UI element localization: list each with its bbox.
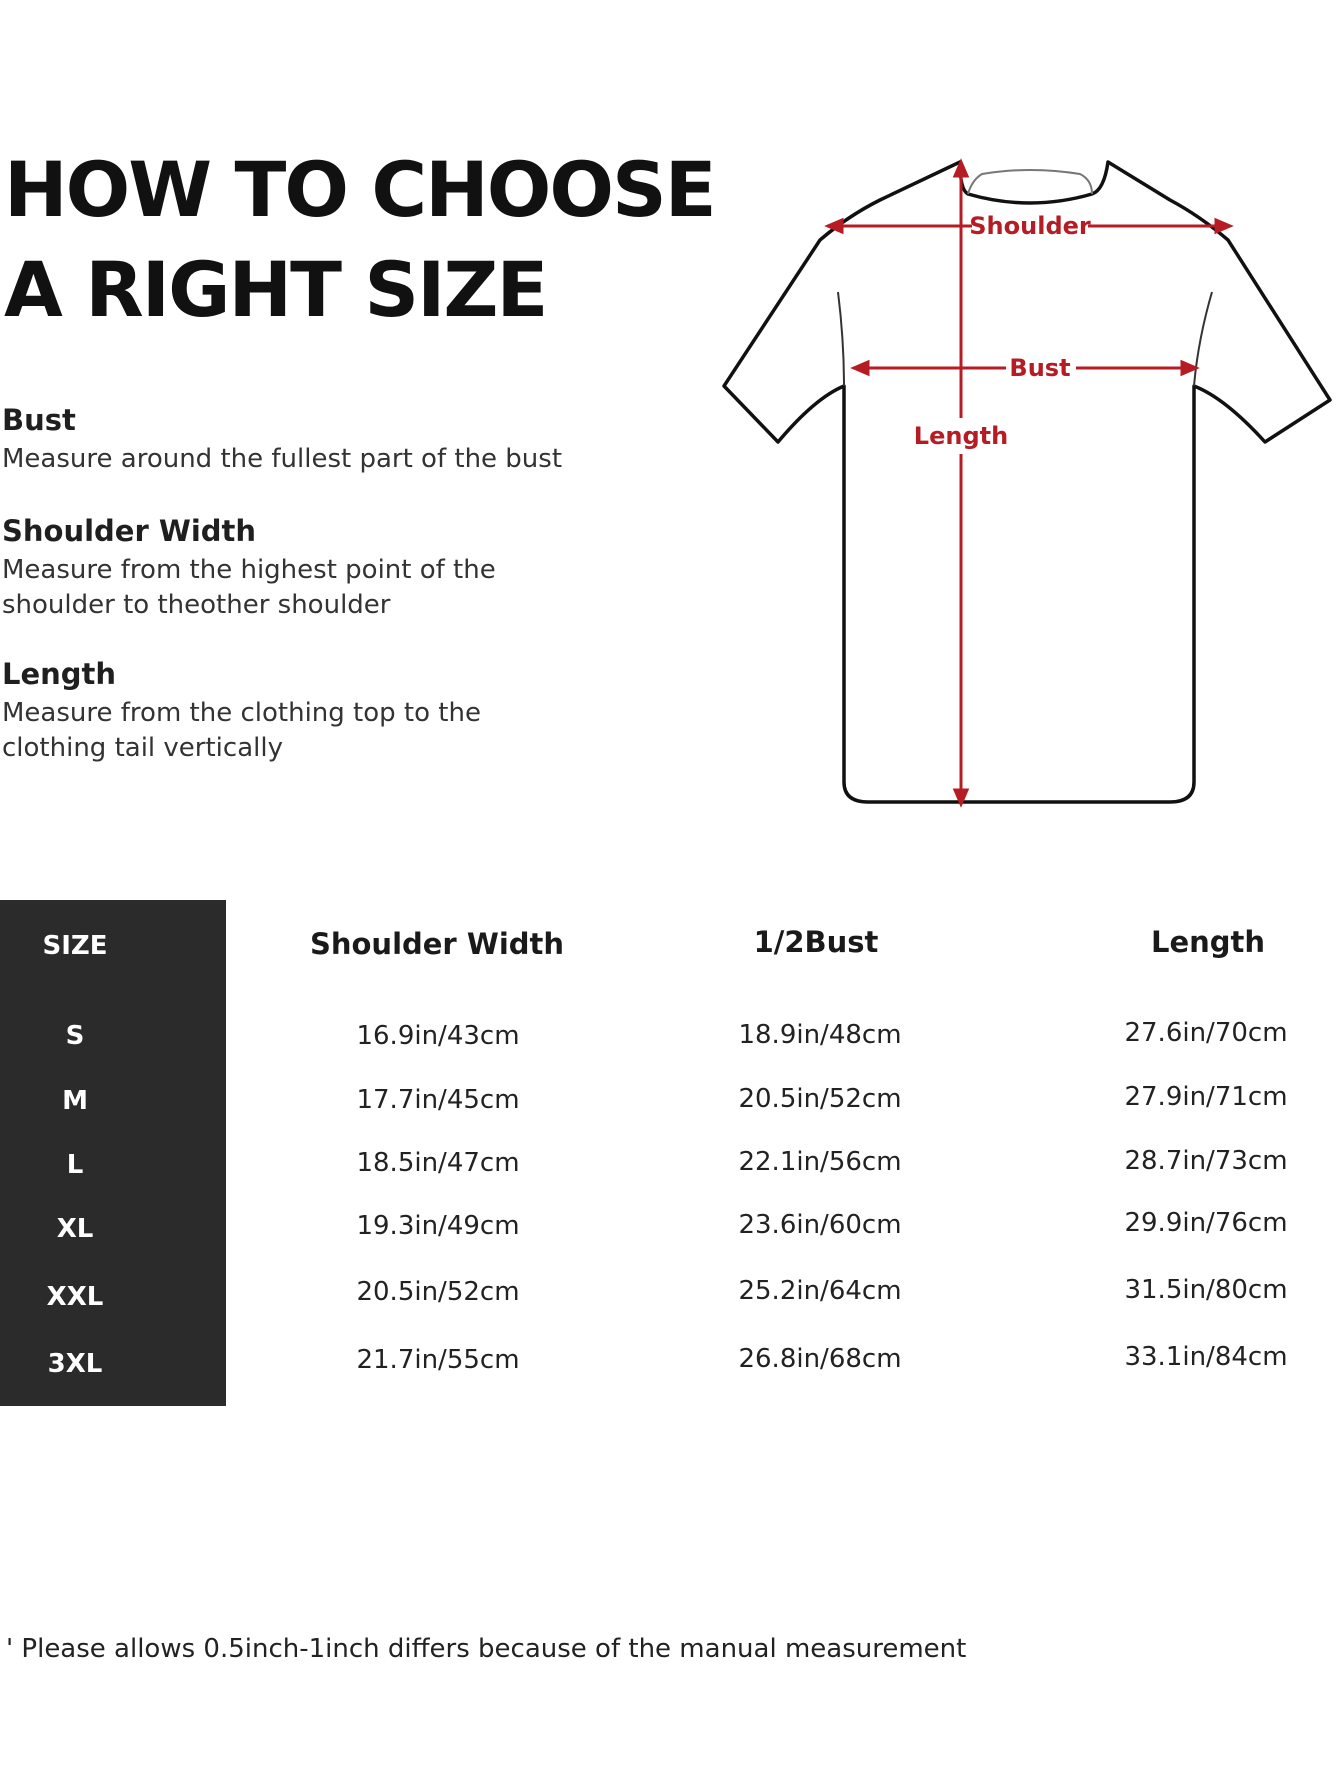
- table-cell: 29.9in/76cm: [1124, 1208, 1288, 1238]
- table-cell: 18.5in/47cm: [356, 1148, 520, 1178]
- guide-text: [2, 696, 602, 766]
- guide-text: Measure around the fullest part of the bust: [2, 444, 563, 474]
- table-cell: 25.2in/64cm: [738, 1276, 902, 1306]
- guide-shoulder-width: [2, 513, 602, 623]
- guide-heading: Length: [2, 657, 117, 691]
- guide-text-line: shoulder to theother shoulder: [2, 590, 391, 620]
- page-title: [4, 140, 715, 340]
- table-cell: 26.8in/68cm: [738, 1344, 902, 1374]
- measurement-note: ' Please allows 0.5inch-1inch differs because of the manual measurement: [6, 1634, 967, 1664]
- table-cell: 16.9in/43cm: [356, 1021, 520, 1051]
- size-header: SIZE: [42, 931, 108, 961]
- size-cell: S: [65, 1021, 85, 1051]
- guide-text-line: clothing tail vertically: [2, 733, 283, 763]
- table-cell: 23.6in/60cm: [738, 1210, 902, 1240]
- table-cell: 27.9in/71cm: [1124, 1082, 1288, 1112]
- size-cell: M: [62, 1086, 88, 1116]
- size-cell: L: [66, 1150, 84, 1180]
- guide-text: [2, 553, 602, 623]
- length-label: Length: [913, 422, 1009, 450]
- table-cell: 21.7in/55cm: [356, 1345, 520, 1375]
- guide-heading: Bust: [2, 403, 76, 437]
- table-cell: 18.9in/48cm: [738, 1020, 902, 1050]
- title-line-2: A RIGHT SIZE: [4, 245, 547, 334]
- guide-text-line: Measure from the highest point of the: [2, 555, 496, 585]
- guide-heading: Shoulder Width: [2, 514, 257, 548]
- guide-length: [2, 656, 602, 766]
- table-cell: 27.6in/70cm: [1124, 1018, 1288, 1048]
- table-cell: 20.5in/52cm: [738, 1084, 902, 1114]
- column-header-half-bust: 1/2Bust: [753, 925, 879, 959]
- title-line-1: HOW TO CHOOSE: [4, 145, 715, 234]
- guide-bust: [2, 402, 602, 477]
- tshirt-outline: [724, 162, 1330, 802]
- table-cell: 28.7in/73cm: [1124, 1146, 1288, 1176]
- size-cell: 3XL: [47, 1349, 103, 1379]
- column-header-shoulder-width: Shoulder Width: [309, 927, 565, 961]
- bust-label: Bust: [1009, 354, 1071, 382]
- table-cell: 20.5in/52cm: [356, 1277, 520, 1307]
- size-cell: XL: [56, 1214, 94, 1244]
- table-cell: 22.1in/56cm: [738, 1147, 902, 1177]
- size-column: [0, 900, 226, 1406]
- column-header-length: Length: [1150, 925, 1266, 959]
- shoulder-label: Shoulder: [969, 212, 1091, 240]
- table-cell: 31.5in/80cm: [1124, 1275, 1288, 1305]
- tshirt-diagram: [720, 150, 1340, 830]
- table-cell: 19.3in/49cm: [356, 1211, 520, 1241]
- guide-text-line: Measure from the clothing top to the: [2, 698, 481, 728]
- size-table: [226, 900, 1340, 1406]
- table-cell: 17.7in/45cm: [356, 1085, 520, 1115]
- table-cell: 33.1in/84cm: [1124, 1342, 1288, 1372]
- size-cell: XXL: [46, 1282, 104, 1312]
- collar-inner-line: [968, 170, 1092, 194]
